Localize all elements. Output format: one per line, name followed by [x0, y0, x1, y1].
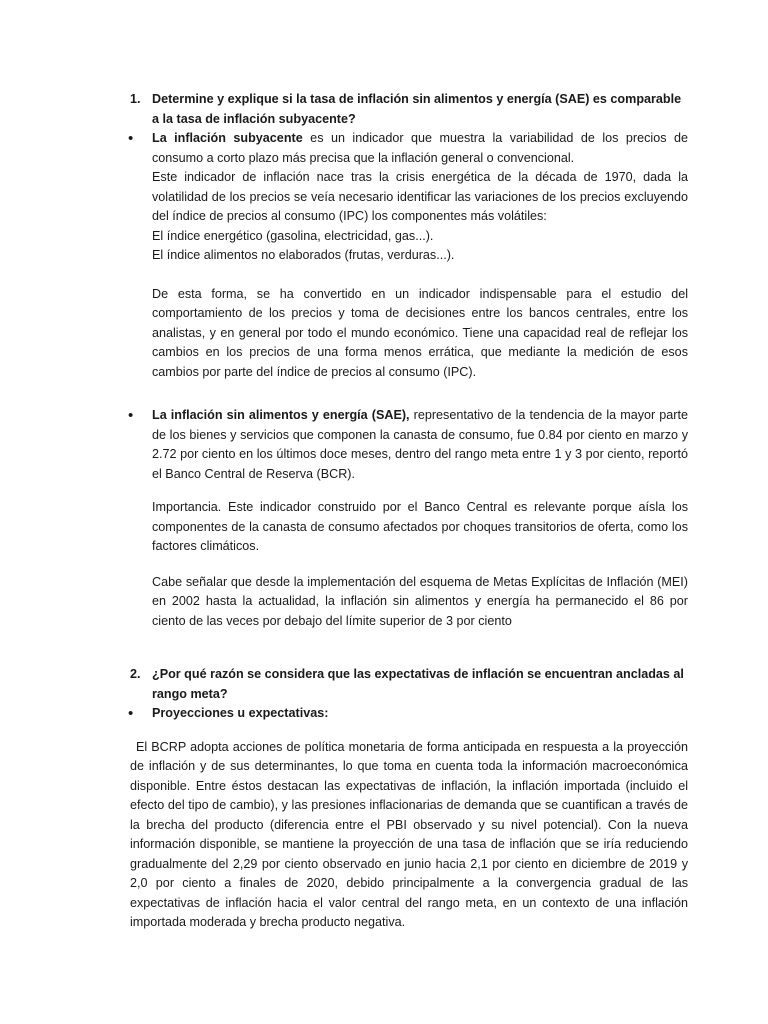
subyacente-origin-paragraph: Este indicador de inflación nace tras la crisis energética de la década de 1970, dada la volatilidad de los precios se veía necesario identificar las variaciones de los precios excluyendo del índice de precios al consumo (IPC) los componentes más volátiles:	[152, 170, 688, 223]
bullet-subyacente	[0, 129, 768, 382]
question-1	[0, 90, 768, 129]
bcrp-policy-paragraph: El BCRP adopta acciones de política monetaria de forma anticipada en respuesta a la proyección de inflación y de sus determinantes, lo que toma en cuenta toda la información macroeconómica disponible. Entre éstos destacan las expectativas de inflación, la inflación importada (incluido el efecto del tipo de cambio), y las presiones inflacionarias de demanda que se cuantifican a través de la brecha del producto (diferencia entre el PBI observado y su nivel potencial). Con la nueva información disponible, se mantiene la proyección de una tasa de inflación que se iría reduciendo gradualmente del 2,29 por ciento observado en junio hacia 2,1 por ciento en diciembre de 2019 y 2,0 por ciento a finales de 2020, debido principalmente a la convergencia gradual de las expectativas de inflación hacia el valor central del rango meta, en un contexto de una inflación importada moderada y brecha producto negativa.	[130, 739, 688, 929]
question-1-number: 1.	[130, 92, 141, 106]
bullet-proyecciones	[0, 704, 768, 724]
excluded-item-energetico: El índice energético (gasolina, electricidad, gas...).	[152, 228, 434, 243]
cabe-senalar-paragraph: Cabe señalar que desde la implementación del esquema de Metas Explícitas de Inflación (MEI) en 2002 hasta la actualidad, la inflación sin alimentos y energía ha permanecido el 86 por ciento de las veces por debajo del límite superior de 3 por ciento	[152, 574, 688, 628]
question-2-text: ¿Por qué razón se considera que las expectativas de inflación se encuentran ancladas al rango meta?	[152, 667, 684, 701]
bold-lead-subyacente: La inflación subyacente	[152, 131, 303, 145]
question-1-text: Determine y explique si la tasa de inflación sin alimentos y energía (SAE) es comparable a la tasa de inflación subyacente?	[152, 92, 682, 126]
excluded-item-alimentos: El índice alimentos no elaborados (frutas, verduras...).	[152, 248, 455, 262]
bullet-marker: •	[128, 130, 134, 147]
bold-lead-proyecciones: Proyecciones u expectativas:	[152, 706, 329, 720]
bullet-subyacente-paragraph	[152, 129, 688, 168]
question-2	[0, 665, 768, 704]
bold-lead-sae: La inflación sin alimentos y energía (SAE),	[152, 408, 410, 422]
bullet-marker: •	[128, 407, 134, 424]
subyacente-importance-paragraph: De esta forma, se ha convertido en un indicador indispensable para el estudio del comportamiento de los precios y toma de decisiones entre los bancos centrales, entre los analistas, y en general por todo el mundo económico. Tiene una capacidad real de reflejar los cambios en los precios de una forma menos errática, que mediante la medición de esos cambios por parte del índice de precios al consumo (IPC).	[152, 286, 688, 379]
question-2-number: 2.	[130, 667, 141, 681]
importancia-paragraph: Importancia. Este indicador construido por el Banco Central es relevante porque aísla los componentes de la canasta de consumo afectados por choques transitorios de oferta, como los factores climáticos.	[152, 500, 688, 553]
bullet-sae	[0, 406, 768, 631]
sae-description: representativo de la tendencia de la mayor parte de los bienes y servicios que componen la canasta de consumo, fue 0.84 por ciento en marzo y 2.72 por ciento en los últimos doce meses, dentro del rango meta entre 1 y 3 por ciento, reportó el Banco Central de Reserva (BCR).	[152, 408, 688, 481]
bullet-sae-paragraph	[152, 406, 688, 484]
bullet-marker: •	[128, 705, 134, 722]
subyacente-definition: es un indicador que muestra la variabilidad de los precios de consumo a corto plazo más precisa que la inflación general o convencional.	[152, 131, 688, 165]
